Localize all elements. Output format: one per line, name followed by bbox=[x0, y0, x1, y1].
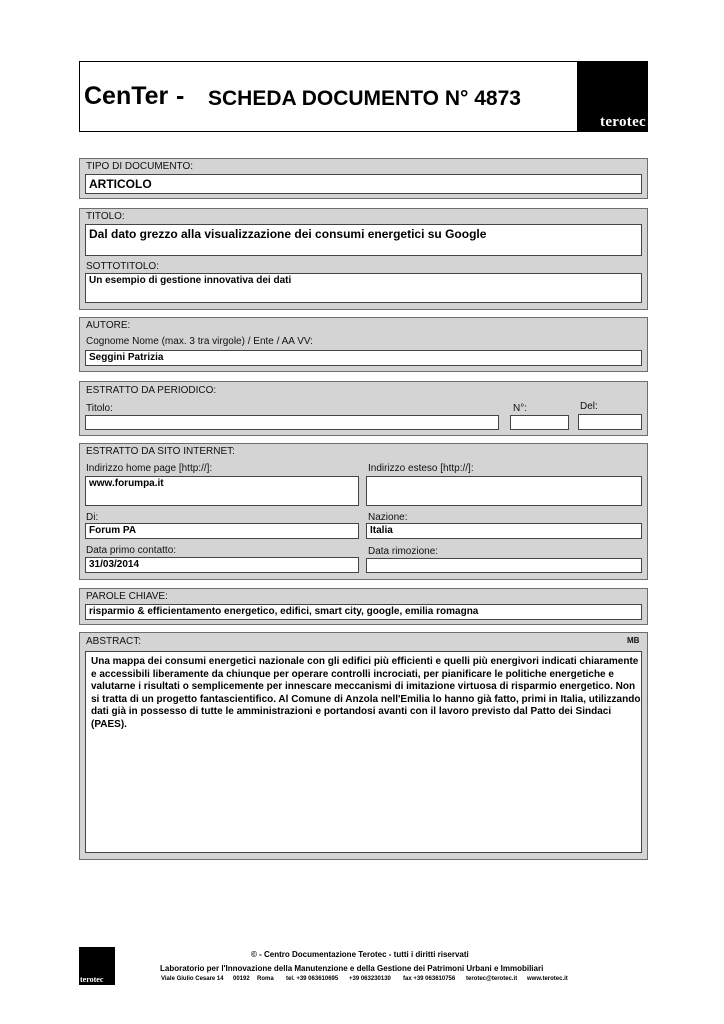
periodico-titolo-label: Titolo: bbox=[86, 403, 113, 414]
data-primo-contatto-field[interactable]: 31/03/2014 bbox=[85, 557, 359, 573]
autore-sublabel: Cognome Nome (max. 3 tra virgole) / Ente / AA VV: bbox=[86, 336, 313, 347]
home-page-field[interactable]: www.forumpa.it bbox=[85, 476, 359, 506]
footer-fax: fax +39 063610756 bbox=[403, 976, 456, 982]
footer-website: www.terotec.it bbox=[527, 976, 568, 982]
titolo-label: TITOLO: bbox=[86, 211, 125, 222]
abstract-field[interactable] bbox=[85, 651, 642, 853]
footer-city: Roma bbox=[257, 976, 274, 982]
tipo-documento-label: TIPO DI DOCUMENTO: bbox=[86, 161, 194, 172]
di-field[interactable]: Forum PA bbox=[85, 523, 359, 539]
abstract-label: ABSTRACT: bbox=[86, 636, 142, 647]
sito-label: ESTRATTO DA SITO INTERNET: bbox=[86, 446, 235, 457]
tipo-documento-field[interactable]: ARTICOLO bbox=[85, 174, 642, 194]
data-primo-contatto-label: Data primo contatto: bbox=[86, 545, 177, 556]
titolo-field[interactable]: Dal dato grezzo alla visualizzazione dei consumi energetici su Google bbox=[85, 224, 642, 256]
terotec-logo bbox=[577, 61, 648, 132]
autore-field[interactable]: Seggini Patrizia bbox=[85, 350, 642, 366]
periodico-del-field[interactable] bbox=[578, 414, 642, 430]
home-page-label: Indirizzo home page [http://]: bbox=[86, 463, 213, 474]
di-label: Di: bbox=[86, 512, 99, 523]
sottotitolo-label: SOTTOTITOLO: bbox=[86, 261, 159, 272]
parole-chiave-field[interactable]: risparmio & efficientamento energetico, edifici, smart city, google, emilia romagna bbox=[85, 604, 642, 620]
periodico-label: ESTRATTO DA PERIODICO: bbox=[86, 385, 217, 396]
indirizzo-esteso-field[interactable] bbox=[366, 476, 642, 506]
sottotitolo-field[interactable]: Un esempio di gestione innovativa dei dati bbox=[85, 273, 642, 303]
data-rimozione-field[interactable] bbox=[366, 558, 642, 573]
nazione-label: Nazione: bbox=[368, 512, 408, 523]
logo-text: terotec bbox=[600, 114, 646, 130]
terotec-footer-logo bbox=[79, 947, 115, 985]
data-rimozione-label: Data rimozione: bbox=[368, 546, 439, 557]
periodico-numero-field[interactable] bbox=[510, 415, 569, 430]
footer-cap: 00192 bbox=[233, 976, 250, 982]
footer-copyright: © - Centro Documentazione Terotec - tutti i diritti riservati bbox=[251, 950, 469, 959]
autore-label: AUTORE: bbox=[86, 320, 131, 331]
periodico-numero-label: N°: bbox=[513, 403, 527, 414]
abstract-text: Una mappa dei consumi energetici nazionale con gli edifici più efficienti e quelli più energivori indicati chiaramente e accessibili liberamente da chiunque per operare controlli incrociati, per pianificare le politiche energetiche e valutarne i risultati o semplicemente per innescare meccanismi di imitazione virtuosa di risparmio energetico. Non si tratta di un progetto fantascientifico. Al Comune di Anzola nell'Emilia lo hanno già fatto, primi in Italia, utilizzando dati già in possesso di tutte le amministrazioni e portandosi avanti con il lavoro previsto dal Patto dei Sindaci (PAES). bbox=[91, 656, 641, 730]
footer-email: terotec@terotec.it bbox=[466, 976, 518, 982]
footer-logo-text: terotec bbox=[80, 975, 104, 984]
footer-laboratorio: Laboratorio per l'Innovazione della Manutenzione e della Gestione dei Patrimoni Urbani e Immobiliari bbox=[160, 964, 544, 973]
document-title: SCHEDA DOCUMENTO N° 4873 bbox=[208, 87, 521, 110]
footer-tel2: +39 063230130 bbox=[349, 976, 391, 982]
footer-address: Viale Giulio Cesare 14 bbox=[161, 976, 224, 982]
parole-chiave-label: PAROLE CHIAVE: bbox=[86, 591, 168, 602]
brand-title: CenTer bbox=[84, 82, 169, 110]
periodico-del-label: Del: bbox=[580, 401, 598, 412]
indirizzo-esteso-label: Indirizzo esteso [http://]: bbox=[368, 463, 474, 474]
nazione-field[interactable]: Italia bbox=[366, 523, 642, 539]
footer-tel: tel. +39 063610695 bbox=[286, 976, 339, 982]
periodico-titolo-field[interactable] bbox=[85, 415, 499, 430]
title-separator: - bbox=[176, 82, 185, 110]
abstract-initials: MB bbox=[627, 636, 640, 645]
